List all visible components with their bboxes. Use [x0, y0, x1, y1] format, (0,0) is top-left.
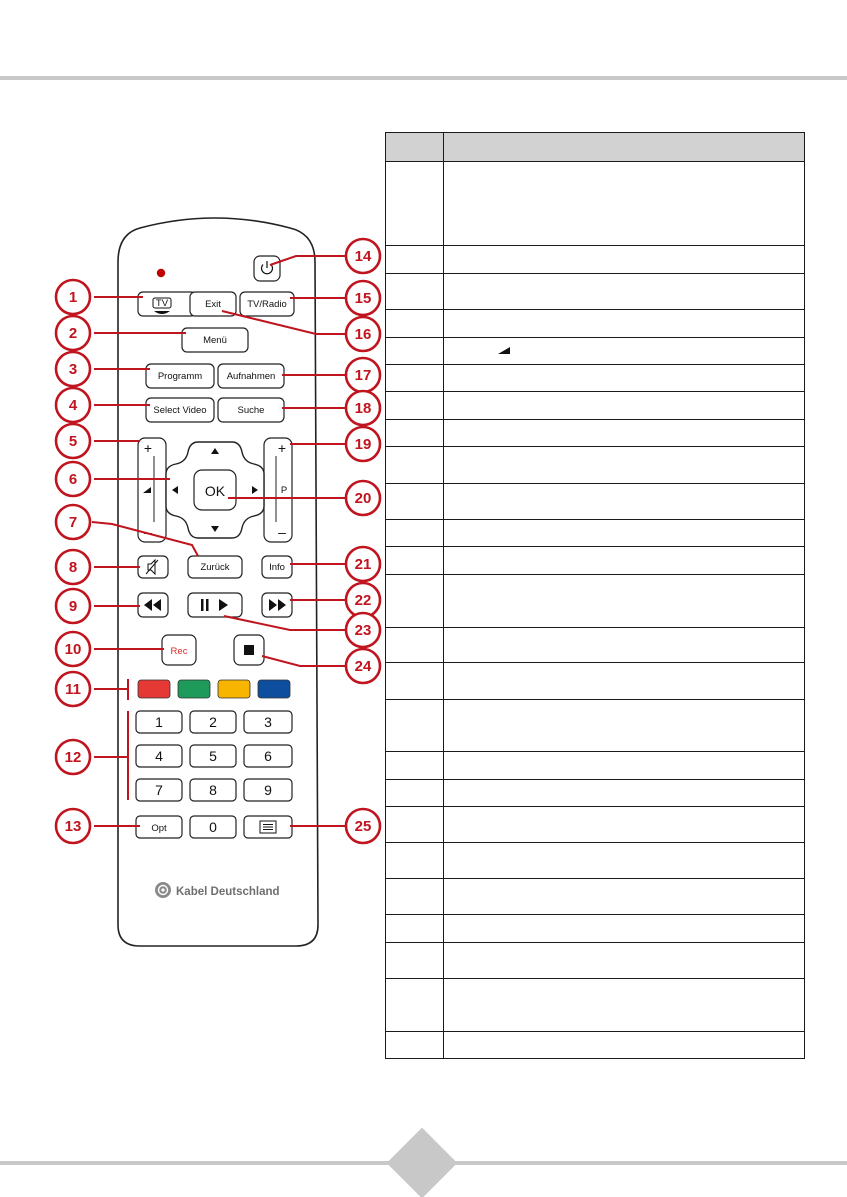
table-row — [386, 979, 805, 1032]
svg-text:5: 5 — [209, 748, 217, 764]
rec-button[interactable] — [162, 635, 196, 665]
svg-text:18: 18 — [354, 400, 372, 417]
svg-text:3: 3 — [68, 361, 78, 378]
table-row — [386, 246, 805, 274]
svg-text:23: 23 — [354, 622, 372, 639]
table-row — [386, 915, 805, 943]
svg-text:10: 10 — [64, 641, 82, 658]
callout-13 — [56, 809, 90, 843]
svg-text:13: 13 — [64, 818, 82, 835]
table-row — [386, 700, 805, 752]
callout-19 — [346, 427, 380, 461]
select-video-button[interactable] — [146, 398, 214, 422]
callout-10 — [56, 632, 90, 666]
svg-text:24: 24 — [354, 658, 372, 675]
table-row — [386, 628, 805, 663]
table-row — [386, 879, 805, 915]
blue-button[interactable] — [258, 680, 290, 698]
red-button[interactable] — [138, 680, 170, 698]
table-header-number — [386, 133, 444, 162]
info-button[interactable] — [262, 556, 292, 578]
opt-button[interactable] — [136, 816, 182, 838]
callout-17 — [346, 358, 380, 392]
number-button-9[interactable] — [244, 779, 292, 801]
callout-6 — [56, 462, 90, 496]
tv-button[interactable] — [138, 292, 196, 316]
aufnahmen-button-label: Aufnahmen — [226, 371, 276, 382]
table-row — [386, 365, 805, 392]
svg-text:21: 21 — [354, 556, 372, 573]
table-row — [386, 843, 805, 879]
callout-14 — [346, 239, 380, 273]
callout-24 — [346, 649, 380, 683]
svg-text:1: 1 — [155, 714, 163, 730]
callout-20 — [346, 481, 380, 515]
zurueck-button[interactable] — [188, 556, 242, 578]
callout-23 — [346, 613, 380, 647]
svg-text:2: 2 — [68, 325, 78, 342]
number-button-3[interactable] — [244, 711, 292, 733]
svg-text:7: 7 — [68, 514, 78, 531]
volume-plus: + — [143, 440, 153, 456]
table-row — [386, 943, 805, 979]
svg-text:4: 4 — [155, 748, 163, 764]
callout-11 — [56, 672, 90, 706]
callout-21 — [346, 547, 380, 581]
callout-4 — [56, 388, 90, 422]
opt-button-label: Opt — [151, 823, 167, 834]
ok-button[interactable] — [194, 470, 236, 510]
svg-text:16: 16 — [354, 326, 372, 343]
select-video-button-label: Select Video — [153, 405, 207, 416]
tv-button-label: TV — [155, 298, 169, 309]
teletext-button[interactable] — [244, 816, 292, 838]
exit-button-label: Exit — [205, 299, 221, 310]
number-button-4[interactable] — [136, 745, 182, 767]
table-row — [386, 274, 805, 310]
table-row — [386, 338, 805, 365]
info-button-label: Info — [269, 562, 285, 573]
stop-button[interactable] — [234, 635, 264, 665]
suche-button[interactable] — [218, 398, 284, 422]
svg-text:8: 8 — [68, 559, 78, 576]
table-row — [386, 547, 805, 575]
power-button[interactable] — [254, 256, 280, 281]
svg-text:5: 5 — [68, 433, 78, 450]
volume-rocker[interactable] — [138, 438, 166, 542]
menu-button[interactable] — [182, 328, 248, 352]
suche-button-label: Suche — [237, 405, 265, 416]
table-row — [386, 575, 805, 628]
table-header-function — [444, 133, 805, 162]
program-plus: + — [277, 440, 287, 456]
callout-18 — [346, 391, 380, 425]
number-button-2[interactable] — [190, 711, 236, 733]
table-header-row — [386, 133, 805, 162]
callout-3 — [56, 352, 90, 386]
table-row — [386, 780, 805, 807]
svg-text:17: 17 — [354, 367, 372, 384]
svg-text:7: 7 — [155, 782, 163, 798]
svg-text:6: 6 — [68, 471, 78, 488]
callout-2 — [56, 316, 90, 350]
table-row — [386, 420, 805, 447]
svg-text:25: 25 — [354, 818, 372, 835]
table-row — [386, 310, 805, 338]
table-row — [386, 520, 805, 547]
svg-text:14: 14 — [354, 248, 372, 265]
aufnahmen-button[interactable] — [218, 364, 284, 388]
svg-text:0: 0 — [209, 819, 217, 835]
callout-12 — [56, 740, 90, 774]
number-button-5[interactable] — [190, 745, 236, 767]
svg-text:20: 20 — [354, 490, 372, 507]
number-pad — [136, 711, 292, 801]
volume-icon — [498, 347, 510, 354]
table-row — [386, 447, 805, 484]
mute-button[interactable] — [138, 556, 168, 578]
svg-text:11: 11 — [65, 681, 81, 698]
volume-minus: – — [144, 524, 152, 540]
callout-9 — [56, 589, 90, 623]
table-row — [386, 807, 805, 843]
table-row — [386, 752, 805, 780]
program-label: P — [280, 485, 288, 496]
table-row — [386, 663, 805, 700]
led-indicator — [157, 269, 165, 277]
zurueck-button-label: Zurück — [200, 562, 230, 573]
program-minus: – — [278, 524, 286, 540]
svg-text:9: 9 — [68, 598, 78, 615]
svg-text:22: 22 — [354, 592, 372, 609]
svg-text:19: 19 — [354, 436, 372, 453]
green-button[interactable] — [178, 680, 210, 698]
svg-text:6: 6 — [264, 748, 272, 764]
callout-15 — [346, 281, 380, 315]
menu-button-label: Menü — [203, 335, 227, 346]
number-button-0[interactable] — [190, 816, 236, 838]
callout-1 — [56, 280, 90, 314]
svg-text:8: 8 — [209, 782, 217, 798]
table-row — [386, 1032, 805, 1059]
table-row — [386, 392, 805, 420]
callout-7 — [56, 505, 90, 539]
rec-button-label: Rec — [170, 646, 188, 657]
number-button-6[interactable] — [244, 745, 292, 767]
number-button-7[interactable] — [136, 779, 182, 801]
programm-button-label: Programm — [157, 371, 203, 382]
svg-text:15: 15 — [354, 290, 372, 307]
program-rocker[interactable] — [264, 438, 292, 542]
programm-button[interactable] — [146, 364, 214, 388]
table-row — [386, 484, 805, 520]
svg-text:2: 2 — [209, 714, 217, 730]
tv-radio-button[interactable] — [240, 292, 294, 316]
tv-radio-button-label: TV/Radio — [247, 299, 287, 310]
table-row — [386, 162, 805, 246]
rewind-button[interactable] — [138, 593, 168, 617]
svg-text:1: 1 — [68, 289, 78, 306]
svg-text:9: 9 — [264, 782, 272, 798]
callout-25 — [346, 809, 380, 843]
fast-forward-button[interactable] — [262, 593, 292, 617]
svg-text:3: 3 — [264, 714, 272, 730]
callout-8 — [56, 550, 90, 584]
stop-icon — [244, 645, 254, 655]
button-legend-table — [385, 132, 805, 1059]
callout-5 — [56, 424, 90, 458]
number-button-8[interactable] — [190, 779, 236, 801]
ok-button-label: OK — [204, 483, 226, 499]
brand-name: Kabel Deutschland — [176, 886, 280, 898]
number-button-1[interactable] — [136, 711, 182, 733]
svg-text:12: 12 — [64, 749, 82, 766]
svg-text:4: 4 — [68, 397, 78, 414]
yellow-button[interactable] — [218, 680, 250, 698]
play-pause-button[interactable] — [188, 593, 242, 617]
callout-16 — [346, 317, 380, 351]
